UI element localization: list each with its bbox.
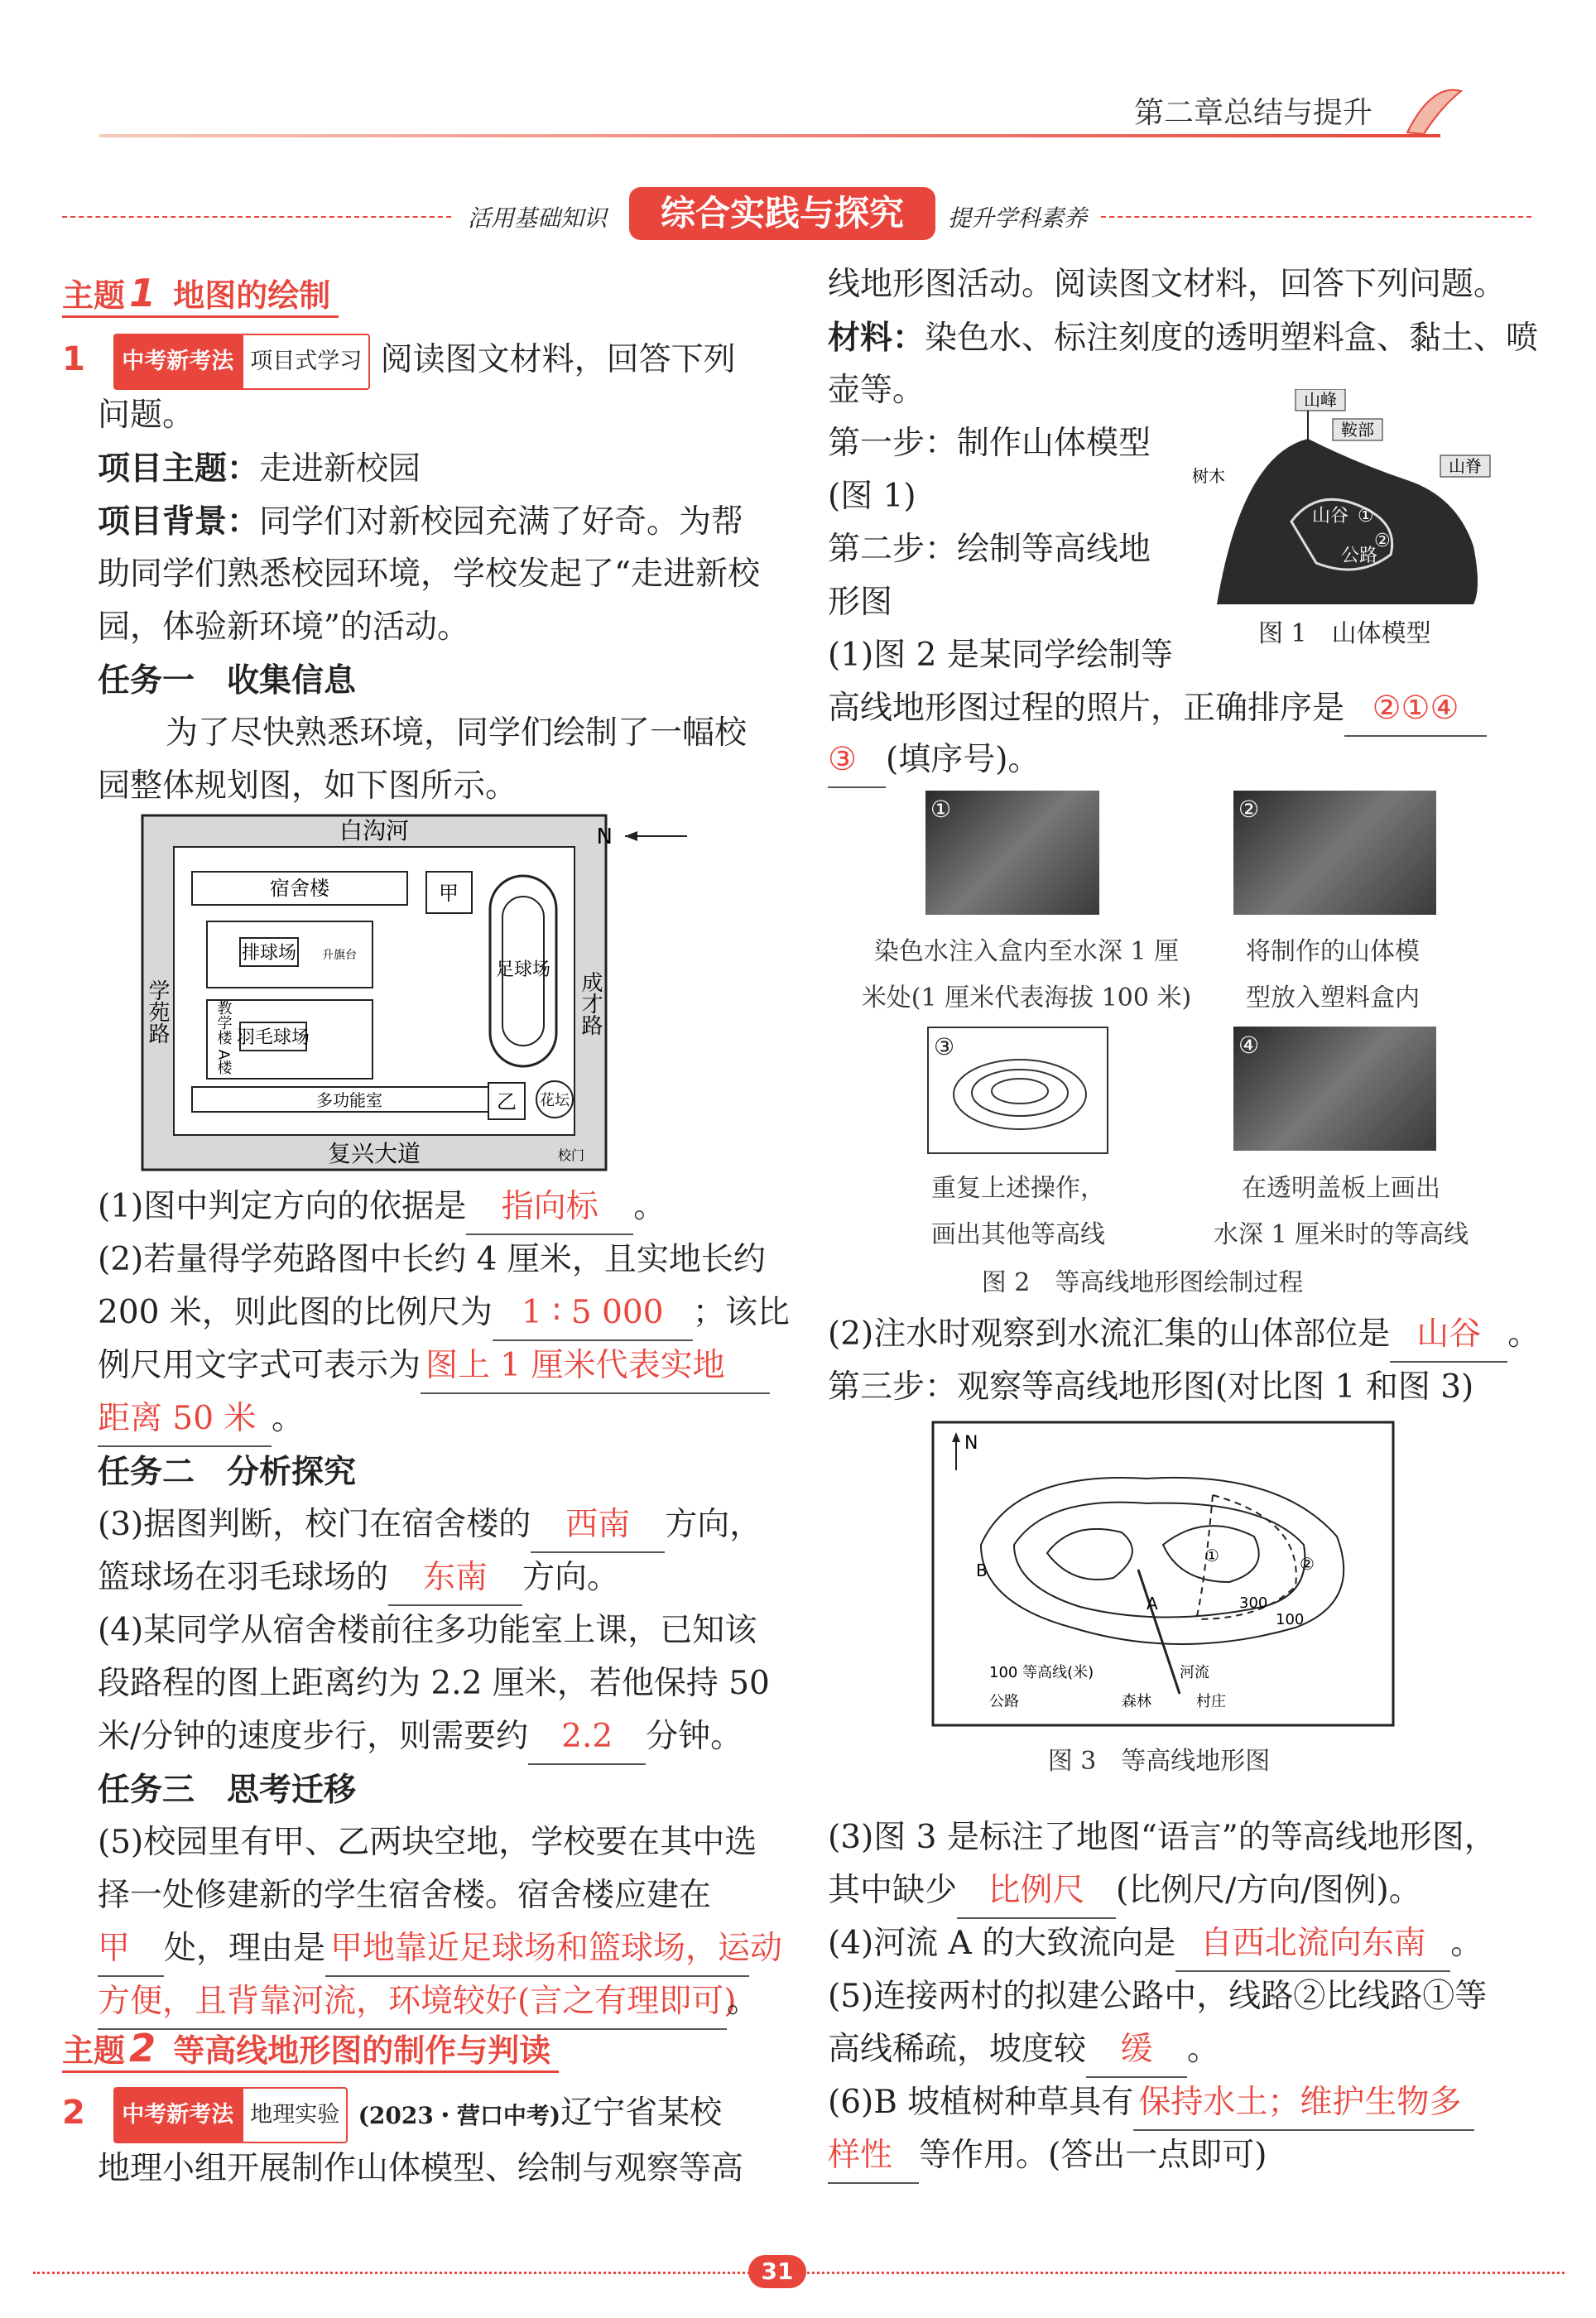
q1-p3d: 方向。 [522, 1559, 620, 1596]
q2-answer1a: ②①④ [1344, 682, 1487, 737]
map-east-road: 成才路 [578, 971, 603, 1036]
q1-answer5a: 甲 [98, 1922, 164, 1977]
map-gate: 校门 [557, 1147, 585, 1163]
q2-intro3: 线地形图活动。阅读图文材料，回答下列问题。 [828, 266, 1507, 303]
q2-p6a: (6)B 坡植树种草具有 [828, 2084, 1134, 2121]
q2-p6b-line [828, 2129, 1267, 2184]
photo-4 [1233, 1027, 1436, 1151]
q1-p5b: 择一处修建新的学生宿舍楼。宿舍楼应建在 [98, 1877, 712, 1914]
photo-4-num: ④ [1238, 1032, 1260, 1059]
q1-answer3a: 西南 [531, 1498, 665, 1553]
q2-mat2: 壶等。 [828, 372, 925, 409]
photo-2-caption [1209, 929, 1457, 1022]
photo-3-cap1: 重复上述操作， [931, 1174, 1105, 1203]
photo-1-num: ① [930, 796, 952, 823]
q2-p1c-line [828, 733, 1040, 788]
q2-p4a: (4)河流 A 的大致流向是 [828, 1925, 1176, 1962]
q1-p5d: 。 [727, 1983, 760, 2020]
photo-3 [927, 1027, 1108, 1154]
photo-1-caption [844, 929, 1209, 1022]
map-south-road: 复兴大道 [327, 1140, 421, 1167]
q2-p6-line [828, 2076, 1474, 2131]
q1-bg1: 同学们对新校园充满了好奇。为帮 [259, 503, 744, 541]
q1-p2d-line [98, 1339, 770, 1394]
photo-3-caption [877, 1166, 1159, 1258]
q2-step2a: 第二步：绘制等高线地 [828, 531, 1151, 568]
q1-p2c: ；该比 [692, 1294, 790, 1331]
q1-p3-line [98, 1498, 762, 1553]
q1-p5a: (5)校园里有甲、乙两块空地，学校要在其中选 [98, 1824, 757, 1861]
photo-2 [1233, 791, 1436, 915]
q2-intro1: 辽宁省某校 [560, 2094, 723, 2132]
map-badminton: 羽毛球场 [236, 1027, 310, 1048]
map-multi: 多功能室 [316, 1090, 382, 1110]
photo-1-cap1: 染色水注入盒内至水深 1 厘 [873, 937, 1180, 966]
map-volleyball: 排球场 [241, 943, 297, 964]
photo-2-cap2: 型放入塑料盒内 [1246, 983, 1420, 1012]
q1-tag-type: 项目式学习 [242, 334, 370, 390]
q1-p3c-line [98, 1551, 619, 1606]
fig3-caption: 图 3 等高线地形图 [1047, 1747, 1271, 1776]
fig1-peak: 山峰 [1304, 390, 1337, 410]
q2-tag: 中考新考法 [113, 2087, 242, 2143]
q1-answer2c: 距离 50 米 [98, 1392, 272, 1447]
topic2-label: 主题 [62, 2032, 126, 2069]
fig1-tree: 树木 [1192, 466, 1225, 486]
q1-p3c: 篮球场在羽毛球场的 [98, 1559, 389, 1596]
q2-p2-line [828, 1308, 1540, 1363]
map-west-road: 学苑路 [145, 979, 170, 1044]
photo-3-num: ③ [934, 1033, 955, 1060]
q1-p4a: (4)某同学从宿舍楼前往多功能室上课，已知该 [98, 1612, 757, 1649]
fig3-label300: 300 [1239, 1594, 1268, 1612]
q2-p3c: (比例尺/方向/图例)。 [1116, 1872, 1421, 1909]
q1-task1-text1: 为了尽快熟悉环境，同学们绘制了一幅校 [166, 714, 748, 752]
q1-theme-label: 项目主题： [98, 450, 260, 488]
q1-p4c-line [98, 1710, 743, 1765]
q1-p4d: 分钟。 [646, 1718, 743, 1755]
banner-right-text: 提升学科素养 [948, 204, 1088, 232]
q1-p4b: 段路程的图上距离约为 2.2 厘米，若他保持 50 [98, 1665, 770, 1702]
banner-left-text: 活用基础知识 [468, 204, 608, 232]
q1-p2d: 例尺用文字式可表示为 [98, 1347, 421, 1384]
topic2-heading [62, 2025, 559, 2073]
fig1-c1: ① [1358, 506, 1374, 527]
q2-step1a: 第一步：制作山体模型 [828, 425, 1151, 462]
campus-map [141, 814, 710, 1171]
q1-bg-label: 项目背景： [98, 503, 260, 541]
chapter-header: 第二章总结与提升 [1134, 96, 1373, 130]
q2-mat1: 染色水、标注刻度的透明塑料盒、黏土、喷 [925, 320, 1539, 357]
q1-p4c: 米/分钟的速度步行，则需要约 [98, 1718, 529, 1755]
q1-task3: 任务三 思考迁移 [98, 1771, 357, 1809]
photo-2-cap1: 将制作的山体模 [1246, 937, 1420, 966]
fig3-legend-forest: 森林 [1122, 1693, 1151, 1710]
topic2-num: 2 [129, 2026, 156, 2070]
figure3-contour-map [931, 1421, 1395, 1727]
q1-task1-text2: 园整体规划图，如下图所示。 [98, 767, 518, 805]
q2-answer6a: 保持水土；维护生物多 [1133, 2076, 1474, 2131]
q2-p5c: 。 [1187, 2031, 1220, 2068]
q2-p3a: (3)图 3 是标注了地图“语言”的等高线地形图， [828, 1819, 1497, 1856]
q2-answer3: 比例尺 [957, 1864, 1116, 1919]
q1-intro [62, 333, 736, 390]
q1-bg3: 园，体验新环境”的活动。 [98, 608, 469, 646]
map-river: 白沟河 [339, 817, 410, 844]
q1-p3a: (3)据图判断，校门在宿舍楼的 [98, 1506, 531, 1543]
q1-p2e: 。 [272, 1400, 305, 1437]
q1-theme [98, 442, 421, 496]
q2-intro [62, 2086, 722, 2143]
map-dorm: 宿舍楼 [270, 877, 329, 900]
fig3-label100: 100 [1276, 1611, 1305, 1628]
fig3-river-a: A [1147, 1594, 1158, 1613]
banner-line-left [62, 216, 451, 218]
q1-p3b: 方向， [665, 1506, 762, 1543]
fig3-north: N [964, 1433, 978, 1454]
q2-p1a: (1)图 2 是某同学绘制等 [828, 637, 1173, 674]
fig1-saddle: 鞍部 [1341, 420, 1374, 440]
q2-number: 2 [62, 2094, 85, 2132]
page-number: 31 [748, 2255, 806, 2288]
q1-bg2: 助同学们熟悉校园环境，学校发起了“走进新校 [98, 555, 760, 593]
q2-p2b: 。 [1507, 1315, 1541, 1353]
q2-materials [828, 311, 1538, 365]
fig1-caption: 图 1 山体模型 [1258, 619, 1431, 648]
q1-p2b-line [98, 1286, 790, 1341]
q2-answer4: 自西北流向东南 [1175, 1917, 1450, 1972]
banner-title: 综合实践与探究 [629, 187, 935, 240]
fig1-road: 公路 [1341, 546, 1378, 566]
q2-answer2: 山谷 [1390, 1308, 1507, 1363]
q2-p1b: 高线地形图过程的照片，正确排序是 [828, 690, 1345, 727]
q2-answer6b: 样性 [828, 2129, 919, 2184]
q2-p1b-line [828, 682, 1487, 737]
q2-p2a: (2)注水时观察到水流汇集的山体部位是 [828, 1315, 1391, 1353]
fig1-ridge: 山脊 [1449, 456, 1482, 476]
q1-answer3b: 东南 [388, 1551, 522, 1606]
q1-intro1: 阅读图文材料，回答下列 [380, 341, 736, 378]
q2-p4b: 。 [1450, 1925, 1483, 1962]
q1-intro2: 问题。 [98, 397, 195, 434]
q1-bg [98, 495, 743, 549]
photo-1-cap2: 米处(1 厘米代表海拔 100 米) [861, 983, 1192, 1012]
fig3-legend-road: 公路 [989, 1693, 1019, 1710]
q1-task1: 任务一 收集信息 [98, 661, 357, 700]
q1-answer5b: 甲地靠近足球场和篮球场，运动 [325, 1922, 749, 1977]
map-soccer: 足球场 [495, 959, 551, 980]
fig3-legend-village: 村庄 [1196, 1693, 1226, 1710]
map-flag: 升旗台 [322, 949, 357, 962]
q2-step2b: 形图 [828, 584, 893, 621]
header-rule [99, 134, 1440, 137]
topic1-label: 主题 [62, 277, 126, 314]
q2-p5a: (5)连接两村的拟建公路中，线路②比线路①等 [828, 1978, 1488, 2015]
fig1-valley: 山谷 [1312, 506, 1349, 527]
q1-p2b: 200 米，则此图的比例尺为 [98, 1294, 493, 1331]
fig3-slope-b: B [976, 1561, 988, 1580]
q2-p5-line [828, 2023, 1219, 2078]
q2-p6b: 等作用。(答出一点即可) [919, 2137, 1267, 2174]
fig3-legend-river: 河流 [1180, 1664, 1209, 1681]
topic1-heading [62, 270, 339, 318]
q2-p5b: 高线稀疏，坡度较 [828, 2031, 1087, 2068]
topic1-title: 地图的绘制 [173, 277, 331, 314]
map-north-label: N [596, 825, 613, 849]
q1-p2e-line [98, 1392, 304, 1447]
fig3-legend-contour: 100 等高线(米) [989, 1664, 1094, 1681]
q2-tag-type: 地理实验 [242, 2087, 348, 2143]
q2-p4-line [828, 1917, 1483, 1972]
q1-p1b: 。 [633, 1188, 666, 1225]
q2-p3b: 其中缺少 [828, 1872, 958, 1909]
q1-p2a: (2)若量得学苑路图中长约 4 厘米，且实地长约 [98, 1241, 766, 1278]
photo-4-caption [1192, 1166, 1490, 1258]
q1-number: 1 [62, 340, 85, 378]
map-jia: 甲 [439, 882, 459, 905]
q2-source: (2023・营口中考) [358, 2102, 561, 2129]
figure1-mountain-model [1192, 389, 1507, 621]
map-teach: 教学楼 A楼 [214, 1000, 233, 1075]
q2-step1b: (图 1) [828, 478, 916, 515]
q2-answer5: 缓 [1086, 2023, 1187, 2078]
q1-answer5c: 方便，且背靠河流，环境较好(言之有理即可) [98, 1975, 727, 2030]
q1-p5c-line [98, 1922, 783, 1977]
q1-p5d-line [98, 1975, 759, 2030]
fig3-route1: ① [1204, 1546, 1219, 1565]
photo-3-cap2: 画出其他等高线 [931, 1220, 1105, 1249]
map-yi: 乙 [497, 1090, 517, 1113]
q1-p1a: (1)图中判定方向的依据是 [98, 1188, 467, 1225]
fig2-caption: 图 2 等高线地形图绘制过程 [981, 1268, 1304, 1297]
q1-theme-value: 走进新校园 [259, 450, 421, 488]
banner-line-right [1101, 216, 1531, 218]
map-flower: 花坛 [540, 1092, 570, 1109]
q1-answer2b: 图上 1 厘米代表实地 [421, 1339, 770, 1394]
q2-p3-line [828, 1864, 1421, 1919]
q2-p1c: (填序号)。 [886, 741, 1041, 778]
q1-p5c: 处，理由是 [164, 1930, 326, 1967]
q2-intro2: 地理小组开展制作山体模型、绘制与观察等高 [98, 2150, 744, 2187]
q1-answer1: 指向标 [466, 1181, 633, 1235]
photo-1 [925, 791, 1099, 915]
q1-answer2: 1 ∶ 5 000 [493, 1286, 693, 1341]
q2-answer1b: ③ [828, 733, 886, 788]
q1-answer4: 2.2 [528, 1710, 646, 1765]
q1-p1 [98, 1181, 666, 1235]
q1-task2: 任务二 分析探究 [98, 1453, 357, 1491]
q2-mat-label: 材料： [828, 319, 925, 357]
photo-2-num: ② [1238, 796, 1260, 823]
fig1-c2: ② [1374, 531, 1391, 551]
fig3-route2: ② [1300, 1554, 1315, 1574]
photo-4-cap1: 在透明盖板上画出 [1242, 1174, 1440, 1203]
q1-tag: 中考新考法 [113, 334, 242, 390]
photo-4-cap2: 水深 1 厘米时的等高线 [1213, 1220, 1469, 1249]
topic2-title: 等高线地形图的制作与判读 [173, 2032, 551, 2069]
q2-step3: 第三步：观察等高线地形图(对比图 1 和图 3) [828, 1368, 1474, 1406]
topic1-num: 1 [129, 271, 156, 315]
